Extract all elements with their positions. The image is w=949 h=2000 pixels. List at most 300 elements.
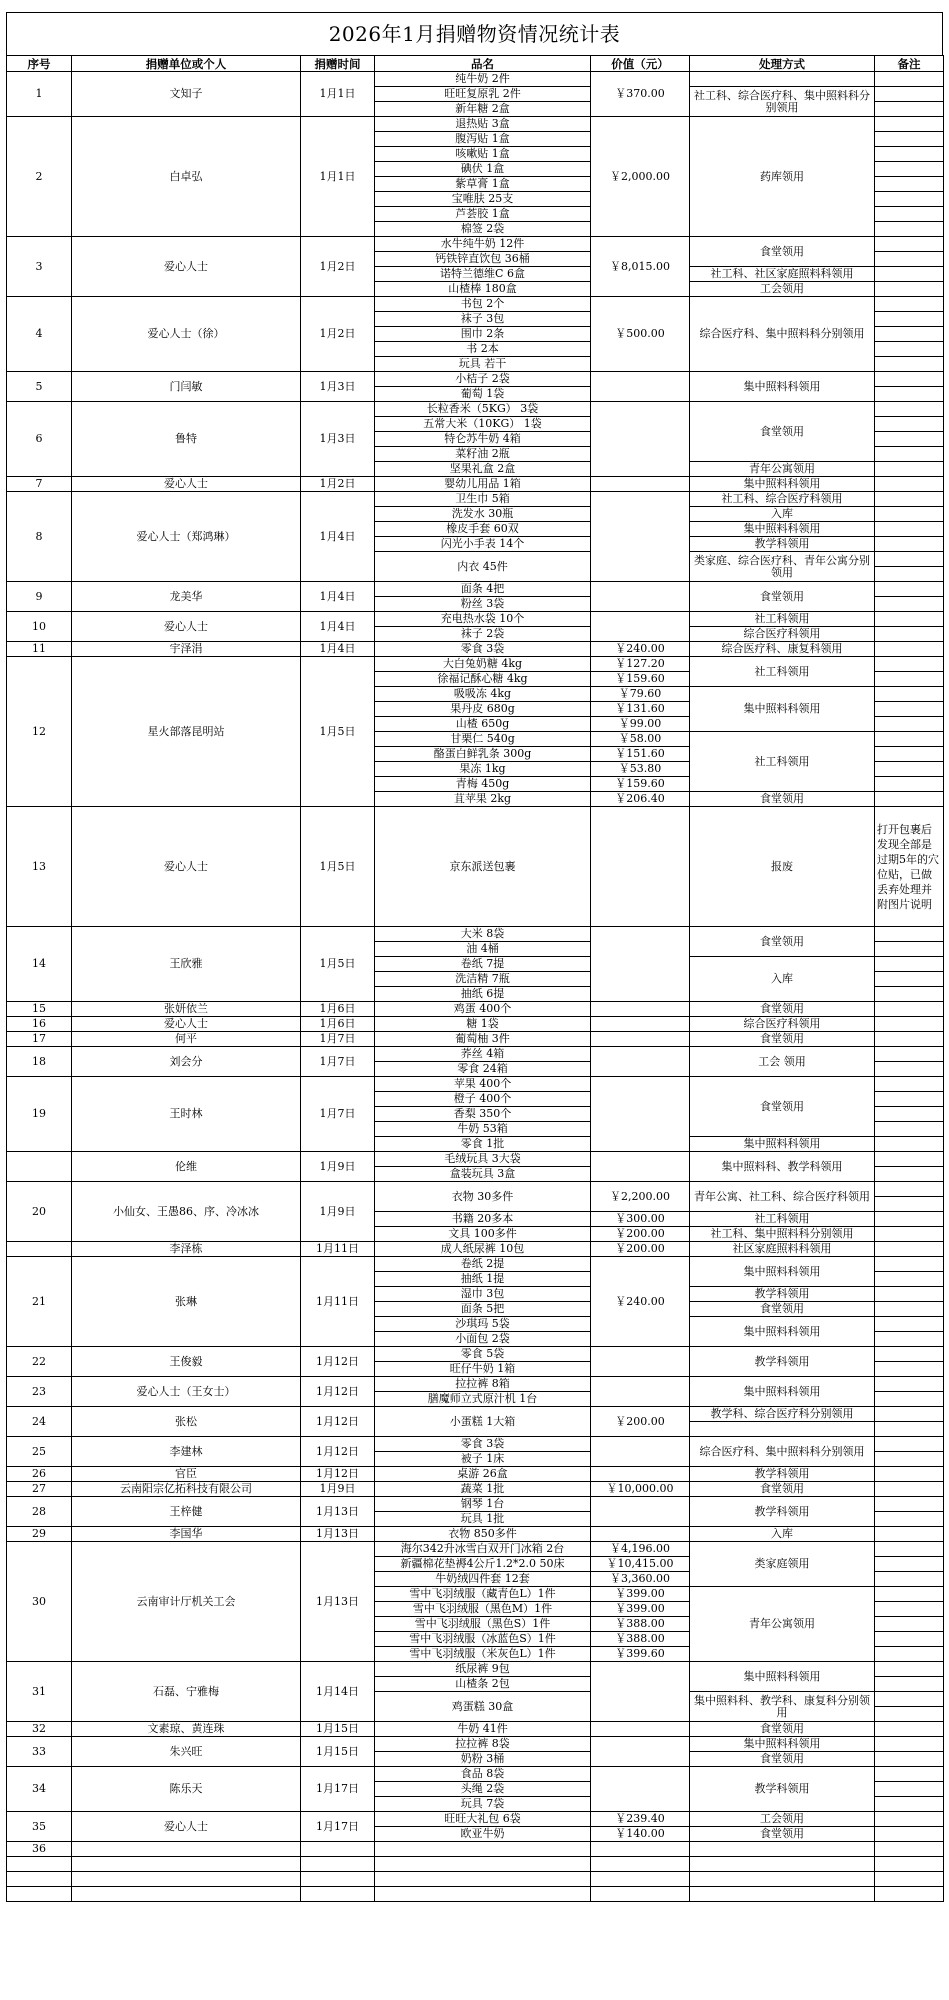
item-cell: 荞丝 4箱: [375, 1047, 591, 1062]
table-row: [7, 402, 944, 417]
handling-cell: 入库: [690, 507, 875, 522]
donor-cell: 文素琼、黄连珠: [72, 1722, 301, 1737]
row-number-cell: 30: [7, 1542, 72, 1662]
note-cell: [875, 1647, 944, 1662]
table-row: [7, 492, 944, 507]
value-cell: [591, 1002, 690, 1017]
item-cell: 衣物 30多件: [375, 1182, 591, 1212]
note-cell: [875, 1332, 944, 1347]
blank-cell: [375, 1872, 591, 1887]
item-cell: 婴幼儿用品 1箱: [375, 477, 591, 492]
donor-cell: 龙美华: [72, 582, 301, 612]
row-number-cell: 9: [7, 582, 72, 612]
blank-cell: [7, 1887, 72, 1902]
item-cell: 菜籽油 2瓶: [375, 447, 591, 462]
item-cell: 糖 1袋: [375, 1017, 591, 1032]
blank-cell: [875, 1857, 944, 1872]
note-cell: [875, 1797, 944, 1812]
handling-cell: 食堂领用: [690, 1302, 875, 1317]
item-cell: 吸吸冻 4kg: [375, 687, 591, 702]
table-row: [7, 1482, 944, 1497]
note-cell: [875, 642, 944, 657]
note-cell: [875, 1197, 944, 1212]
item-cell: 盒装玩具 3盒: [375, 1167, 591, 1182]
note-cell: [875, 1482, 944, 1497]
value-cell: ￥79.60: [591, 687, 690, 702]
handling-cell: 社工科领用: [690, 732, 875, 792]
date-cell: 1月11日: [301, 1257, 375, 1347]
item-cell: 旺旺复原乳 2件: [375, 87, 591, 102]
value-cell: ￥99.00: [591, 717, 690, 732]
row-number-cell: 19: [7, 1077, 72, 1152]
item-cell: 毛绒玩具 3大袋: [375, 1152, 591, 1167]
donor-cell: 王梓健: [72, 1497, 301, 1527]
note-cell: [875, 1512, 944, 1527]
value-cell: [591, 1467, 690, 1482]
note-cell: [875, 132, 944, 147]
note-cell: [875, 387, 944, 402]
value-cell: [591, 1152, 690, 1182]
value-cell: [591, 1842, 690, 1857]
row-number-cell: 25: [7, 1437, 72, 1467]
note-cell: [875, 1212, 944, 1227]
note-cell: [875, 1497, 944, 1512]
note-cell: [875, 87, 944, 102]
note-cell: [875, 1707, 944, 1722]
handling-cell: 集中照料科领用: [690, 1137, 875, 1152]
date-cell: 1月5日: [301, 657, 375, 807]
note-cell: [875, 732, 944, 747]
header-row: [7, 56, 944, 72]
item-cell: 芦荟胶 1盒: [375, 207, 591, 222]
date-cell: 1月12日: [301, 1347, 375, 1377]
item-cell: 袜子 3包: [375, 312, 591, 327]
item-cell: 钙铁锌直饮包 36桶: [375, 252, 591, 267]
handling-cell: 教学科领用: [690, 1497, 875, 1527]
value-cell: [591, 927, 690, 1002]
date-cell: 1月7日: [301, 1077, 375, 1152]
note-cell: [875, 1242, 944, 1257]
donor-cell: 伦维: [72, 1152, 301, 1182]
note-cell: [875, 927, 944, 942]
date-cell: 1月6日: [301, 1002, 375, 1017]
table-row: [7, 1527, 944, 1542]
header-no: 序号: [7, 56, 72, 72]
item-cell: 文具 100多件: [375, 1227, 591, 1242]
date-cell: 1月2日: [301, 237, 375, 297]
value-cell: [591, 1377, 690, 1407]
item-cell: 大米 8袋: [375, 927, 591, 942]
handling-cell: 青年公寓、社工科、综合医疗科领用: [690, 1182, 875, 1212]
item-cell: 玩具 1批: [375, 1512, 591, 1527]
value-cell: [591, 1497, 690, 1527]
value-cell: ￥388.00: [591, 1617, 690, 1632]
note-cell: [875, 717, 944, 732]
handling-cell: 社工科领用: [690, 1212, 875, 1227]
table-row: [7, 117, 944, 132]
table-row: [7, 297, 944, 312]
value-cell: [591, 1077, 690, 1152]
note-cell: [875, 1077, 944, 1092]
note-cell: [875, 1842, 944, 1857]
value-cell: ￥2,200.00: [591, 1182, 690, 1212]
note-cell: [875, 1392, 944, 1407]
item-cell: 拉拉裤 8袋: [375, 1737, 591, 1752]
date-cell: 1月4日: [301, 642, 375, 657]
handling-cell: [690, 1422, 875, 1437]
note-cell: [875, 1152, 944, 1167]
note-cell: [875, 582, 944, 597]
note-cell: [875, 1527, 944, 1542]
item-cell: 面条 4把: [375, 582, 591, 597]
note-cell: [875, 252, 944, 267]
note-cell: [875, 1767, 944, 1782]
note-cell: [875, 792, 944, 807]
handling-cell: 教学科领用: [690, 1767, 875, 1812]
donor-cell: 云南阳宗亿拓科技有限公司: [72, 1482, 301, 1497]
date-cell: 1月5日: [301, 807, 375, 927]
handling-cell: 食堂领用: [690, 1827, 875, 1842]
handling-cell: 集中照料科领用: [690, 1737, 875, 1752]
donor-cell: 爱心人士: [72, 237, 301, 297]
item-cell: 苴苹果 2kg: [375, 792, 591, 807]
value-cell: [591, 807, 690, 927]
blank-cell: [690, 1857, 875, 1872]
note-cell: [875, 1287, 944, 1302]
handling-cell: 食堂领用: [690, 1722, 875, 1737]
row-number-cell: 17: [7, 1032, 72, 1047]
table-row: [7, 1347, 944, 1362]
item-cell: 雪中飞羽绒服（黑色S）1件: [375, 1617, 591, 1632]
handling-cell: 社工科领用: [690, 612, 875, 627]
note-cell: [875, 357, 944, 372]
table-row: [7, 1017, 944, 1032]
item-cell: 棉签 2袋: [375, 222, 591, 237]
note-cell: [875, 297, 944, 312]
handling-cell: 集中照料科、教学科领用: [690, 1152, 875, 1182]
row-number-cell: 8: [7, 492, 72, 582]
handling-cell: 食堂领用: [690, 1752, 875, 1767]
table-row: [7, 237, 944, 252]
item-cell: 坚果礼盒 2盒: [375, 462, 591, 477]
donation-sheet: [6, 12, 943, 1902]
date-cell: 1月13日: [301, 1497, 375, 1527]
note-cell: [875, 987, 944, 1002]
note-cell: [875, 417, 944, 432]
note-cell: [875, 237, 944, 252]
note-cell: [875, 627, 944, 642]
date-cell: 1月15日: [301, 1737, 375, 1767]
note-cell: [875, 1272, 944, 1287]
blank-cell: [375, 1857, 591, 1872]
note-cell: [875, 1782, 944, 1797]
note-cell: [875, 1002, 944, 1017]
item-cell: 袜子 2袋: [375, 627, 591, 642]
date-cell: 1月7日: [301, 1047, 375, 1077]
note-cell: [875, 1617, 944, 1632]
item-cell: 书包 2个: [375, 297, 591, 312]
item-cell: 牛奶 41件: [375, 1722, 591, 1737]
handling-cell: 集中照料科领用: [690, 372, 875, 402]
item-cell: 咳嗽贴 1盒: [375, 147, 591, 162]
table-row: [7, 1032, 944, 1047]
value-cell: ￥200.00: [591, 1407, 690, 1437]
handling-cell: 社工科、集中照料科分别领用: [690, 1227, 875, 1242]
handling-cell: 工会领用: [690, 282, 875, 297]
blank-cell: [690, 1887, 875, 1902]
table-row: [7, 477, 944, 492]
donor-cell: 张松: [72, 1407, 301, 1437]
note-cell: [875, 282, 944, 297]
note-cell: [875, 1347, 944, 1362]
row-number-cell: 26: [7, 1467, 72, 1482]
item-cell: 拉拉裤 8箱: [375, 1377, 591, 1392]
blank-cell: [875, 1887, 944, 1902]
table-row: [7, 1152, 944, 1167]
row-number-cell: 5: [7, 372, 72, 402]
item-cell: 卫生巾 5箱: [375, 492, 591, 507]
handling-cell: 社区家庭照料科领用: [690, 1242, 875, 1257]
note-cell: [875, 1167, 944, 1182]
donor-cell: 爱心人士: [72, 612, 301, 642]
item-cell: 甘栗仁 540g: [375, 732, 591, 747]
item-cell: 食品 8袋: [375, 1767, 591, 1782]
note-cell: [875, 672, 944, 687]
date-cell: 1月3日: [301, 372, 375, 402]
sheet-title: 2026年1月捐赠物资情况统计表: [6, 12, 943, 55]
note-cell: [875, 942, 944, 957]
blank-cell: [690, 1872, 875, 1887]
date-cell: 1月9日: [301, 1152, 375, 1182]
item-cell: [375, 1842, 591, 1857]
date-cell: 1月14日: [301, 1662, 375, 1722]
value-cell: ￥240.00: [591, 642, 690, 657]
blank-cell: [7, 1857, 72, 1872]
donor-cell: 小仙女、王愚86、序、冷冰冰: [72, 1182, 301, 1242]
note-cell: [875, 657, 944, 672]
handling-cell: 入库: [690, 957, 875, 1002]
item-cell: 青梅 450g: [375, 777, 591, 792]
item-cell: 诺特兰德维C 6盒: [375, 267, 591, 282]
handling-cell: 食堂领用: [690, 582, 875, 612]
donor-cell: 宇泽涓: [72, 642, 301, 657]
item-cell: 橡皮手套 60双: [375, 522, 591, 537]
note-cell: [875, 207, 944, 222]
note-cell: [875, 1302, 944, 1317]
handling-cell: 食堂领用: [690, 1002, 875, 1017]
note-cell: [875, 492, 944, 507]
row-number-cell: 34: [7, 1767, 72, 1812]
value-cell: ￥151.60: [591, 747, 690, 762]
note-cell: [875, 1572, 944, 1587]
value-cell: ￥399.00: [591, 1602, 690, 1617]
donor-cell: 王时林: [72, 1077, 301, 1152]
table-row: [7, 1812, 944, 1827]
item-cell: 桌游 26盒: [375, 1467, 591, 1482]
value-cell: ￥159.60: [591, 672, 690, 687]
handling-cell: 食堂领用: [690, 1077, 875, 1137]
row-number-cell: 4: [7, 297, 72, 372]
item-cell: 牛奶 53箱: [375, 1122, 591, 1137]
item-cell: 葡萄 1袋: [375, 387, 591, 402]
handling-cell: 食堂领用: [690, 927, 875, 957]
blank-row: [7, 1887, 944, 1902]
handling-cell: 食堂领用: [690, 237, 875, 267]
handling-cell: [690, 1842, 875, 1857]
donor-cell: 官臣: [72, 1467, 301, 1482]
table-row: [7, 612, 944, 627]
donor-cell: 石磊、宁雅梅: [72, 1662, 301, 1722]
item-cell: 零食 5袋: [375, 1347, 591, 1362]
row-number-cell: 33: [7, 1737, 72, 1767]
date-cell: 1月1日: [301, 72, 375, 117]
value-cell: [591, 372, 690, 402]
row-number-cell: 21: [7, 1257, 72, 1347]
item-cell: 长粒香米（5KG） 3袋: [375, 402, 591, 417]
item-cell: 宝唯肤 25支: [375, 192, 591, 207]
item-cell: 小蛋糕 1大箱: [375, 1407, 591, 1437]
item-cell: 碘伏 1盒: [375, 162, 591, 177]
handling-cell: 教学科、综合医疗科分别领用: [690, 1407, 875, 1422]
value-cell: [591, 1767, 690, 1812]
note-cell: [875, 1827, 944, 1842]
handling-cell: 工会 领用: [690, 1047, 875, 1077]
item-cell: 书 2本: [375, 342, 591, 357]
note-cell: [875, 1377, 944, 1392]
item-cell: 卷纸 2提: [375, 1257, 591, 1272]
donor-cell: 何平: [72, 1032, 301, 1047]
note-cell: [875, 72, 944, 87]
note-cell: [875, 372, 944, 387]
value-cell: [591, 1527, 690, 1542]
note-cell: [875, 1737, 944, 1752]
handling-cell: [690, 72, 875, 87]
note-cell: [875, 702, 944, 717]
item-cell: 果冻 1kg: [375, 762, 591, 777]
value-cell: [591, 492, 690, 582]
handling-cell: 集中照料科领用: [690, 1377, 875, 1407]
handling-cell: 集中照料科领用: [690, 1317, 875, 1347]
row-number-cell: 12: [7, 657, 72, 807]
value-cell: ￥399.60: [591, 1647, 690, 1662]
note-cell: [875, 957, 944, 972]
donor-cell: 李泽栋: [72, 1242, 301, 1257]
donor-cell: 爱心人士（王女士）: [72, 1377, 301, 1407]
item-cell: 小面包 2袋: [375, 1332, 591, 1347]
value-cell: [591, 1347, 690, 1377]
date-cell: 1月4日: [301, 492, 375, 582]
value-cell: ￥58.00: [591, 732, 690, 747]
note-cell: [875, 222, 944, 237]
handling-cell: 综合医疗科、集中照料科分别领用: [690, 297, 875, 372]
row-number-cell: 7: [7, 477, 72, 492]
date-cell: 1月2日: [301, 297, 375, 372]
item-cell: 纯牛奶 2件: [375, 72, 591, 87]
row-number-cell: 13: [7, 807, 72, 927]
item-cell: 海尔342升冰雪白双开门冰箱 2台: [375, 1542, 591, 1557]
item-cell: 洗发水 30瓶: [375, 507, 591, 522]
handling-cell: 集中照料科领用: [690, 477, 875, 492]
row-number-cell: 24: [7, 1407, 72, 1437]
table-row: [7, 1722, 944, 1737]
value-cell: ￥2,000.00: [591, 117, 690, 237]
handling-cell: 药库领用: [690, 117, 875, 237]
table-row: [7, 642, 944, 657]
handling-cell: 报废: [690, 807, 875, 927]
date-cell: 1月5日: [301, 927, 375, 1002]
handling-cell: 食堂领用: [690, 1032, 875, 1047]
note-cell: [875, 522, 944, 537]
item-cell: 雪中飞羽绒服（黑色M）1件: [375, 1602, 591, 1617]
item-cell: 徐福记酥心糖 4kg: [375, 672, 591, 687]
note-cell: [875, 612, 944, 627]
note-cell: 打开包裹后发现全部是过期5年的穴位贴，已做丢弃处理并附图片说明: [875, 807, 944, 927]
blank-cell: [301, 1872, 375, 1887]
table-row: [7, 1407, 944, 1422]
note-cell: [875, 1182, 944, 1197]
value-cell: [591, 1662, 690, 1722]
note-cell: [875, 1752, 944, 1767]
item-cell: 抽纸 6提: [375, 987, 591, 1002]
value-cell: ￥3,360.00: [591, 1572, 690, 1587]
header-note: 备注: [875, 56, 944, 72]
date-cell: 1月6日: [301, 1017, 375, 1032]
blank-cell: [7, 1872, 72, 1887]
blank-cell: [72, 1872, 301, 1887]
item-cell: 闪光小手表 14个: [375, 537, 591, 552]
table-row: [7, 1047, 944, 1062]
blank-cell: [591, 1857, 690, 1872]
row-number-cell: [7, 1242, 72, 1257]
header-value: 价值（元）: [591, 56, 690, 72]
handling-cell: 社工科、综合医疗科、集中照料科分别领用: [690, 87, 875, 117]
value-cell: ￥200.00: [591, 1227, 690, 1242]
donor-cell: 爱心人士: [72, 807, 301, 927]
item-cell: 水牛纯牛奶 12件: [375, 237, 591, 252]
note-cell: [875, 1452, 944, 1467]
handling-cell: 青年公寓领用: [690, 1587, 875, 1662]
handling-cell: 集中照料科领用: [690, 522, 875, 537]
item-cell: 成人纸尿裤 10包: [375, 1242, 591, 1257]
note-cell: [875, 1407, 944, 1422]
item-cell: 衣物 850多件: [375, 1527, 591, 1542]
value-cell: [591, 1017, 690, 1032]
header-handling: 处理方式: [690, 56, 875, 72]
table-row: [7, 1257, 944, 1272]
note-cell: [875, 567, 944, 582]
item-cell: 小桔子 2袋: [375, 372, 591, 387]
note-cell: [875, 162, 944, 177]
item-cell: 山楂 650g: [375, 717, 591, 732]
note-cell: [875, 1227, 944, 1242]
donor-cell: 李国华: [72, 1527, 301, 1542]
donor-cell: 王欣雅: [72, 927, 301, 1002]
value-cell: ￥388.00: [591, 1632, 690, 1647]
item-cell: 雪中飞羽绒服（藏青色L）1件: [375, 1587, 591, 1602]
item-cell: 五常大米（10KG） 1袋: [375, 417, 591, 432]
blank-cell: [301, 1857, 375, 1872]
donor-cell: 爱心人士: [72, 1812, 301, 1842]
table-row: [7, 807, 944, 822]
note-cell: [875, 1137, 944, 1152]
item-cell: 玩具 若干: [375, 357, 591, 372]
note-cell: [875, 1437, 944, 1452]
value-cell: ￥131.60: [591, 702, 690, 717]
handling-cell: 教学科领用: [690, 537, 875, 552]
item-cell: 卷纸 7提: [375, 957, 591, 972]
table-row: [7, 1467, 944, 1482]
date-cell: 1月1日: [301, 117, 375, 237]
